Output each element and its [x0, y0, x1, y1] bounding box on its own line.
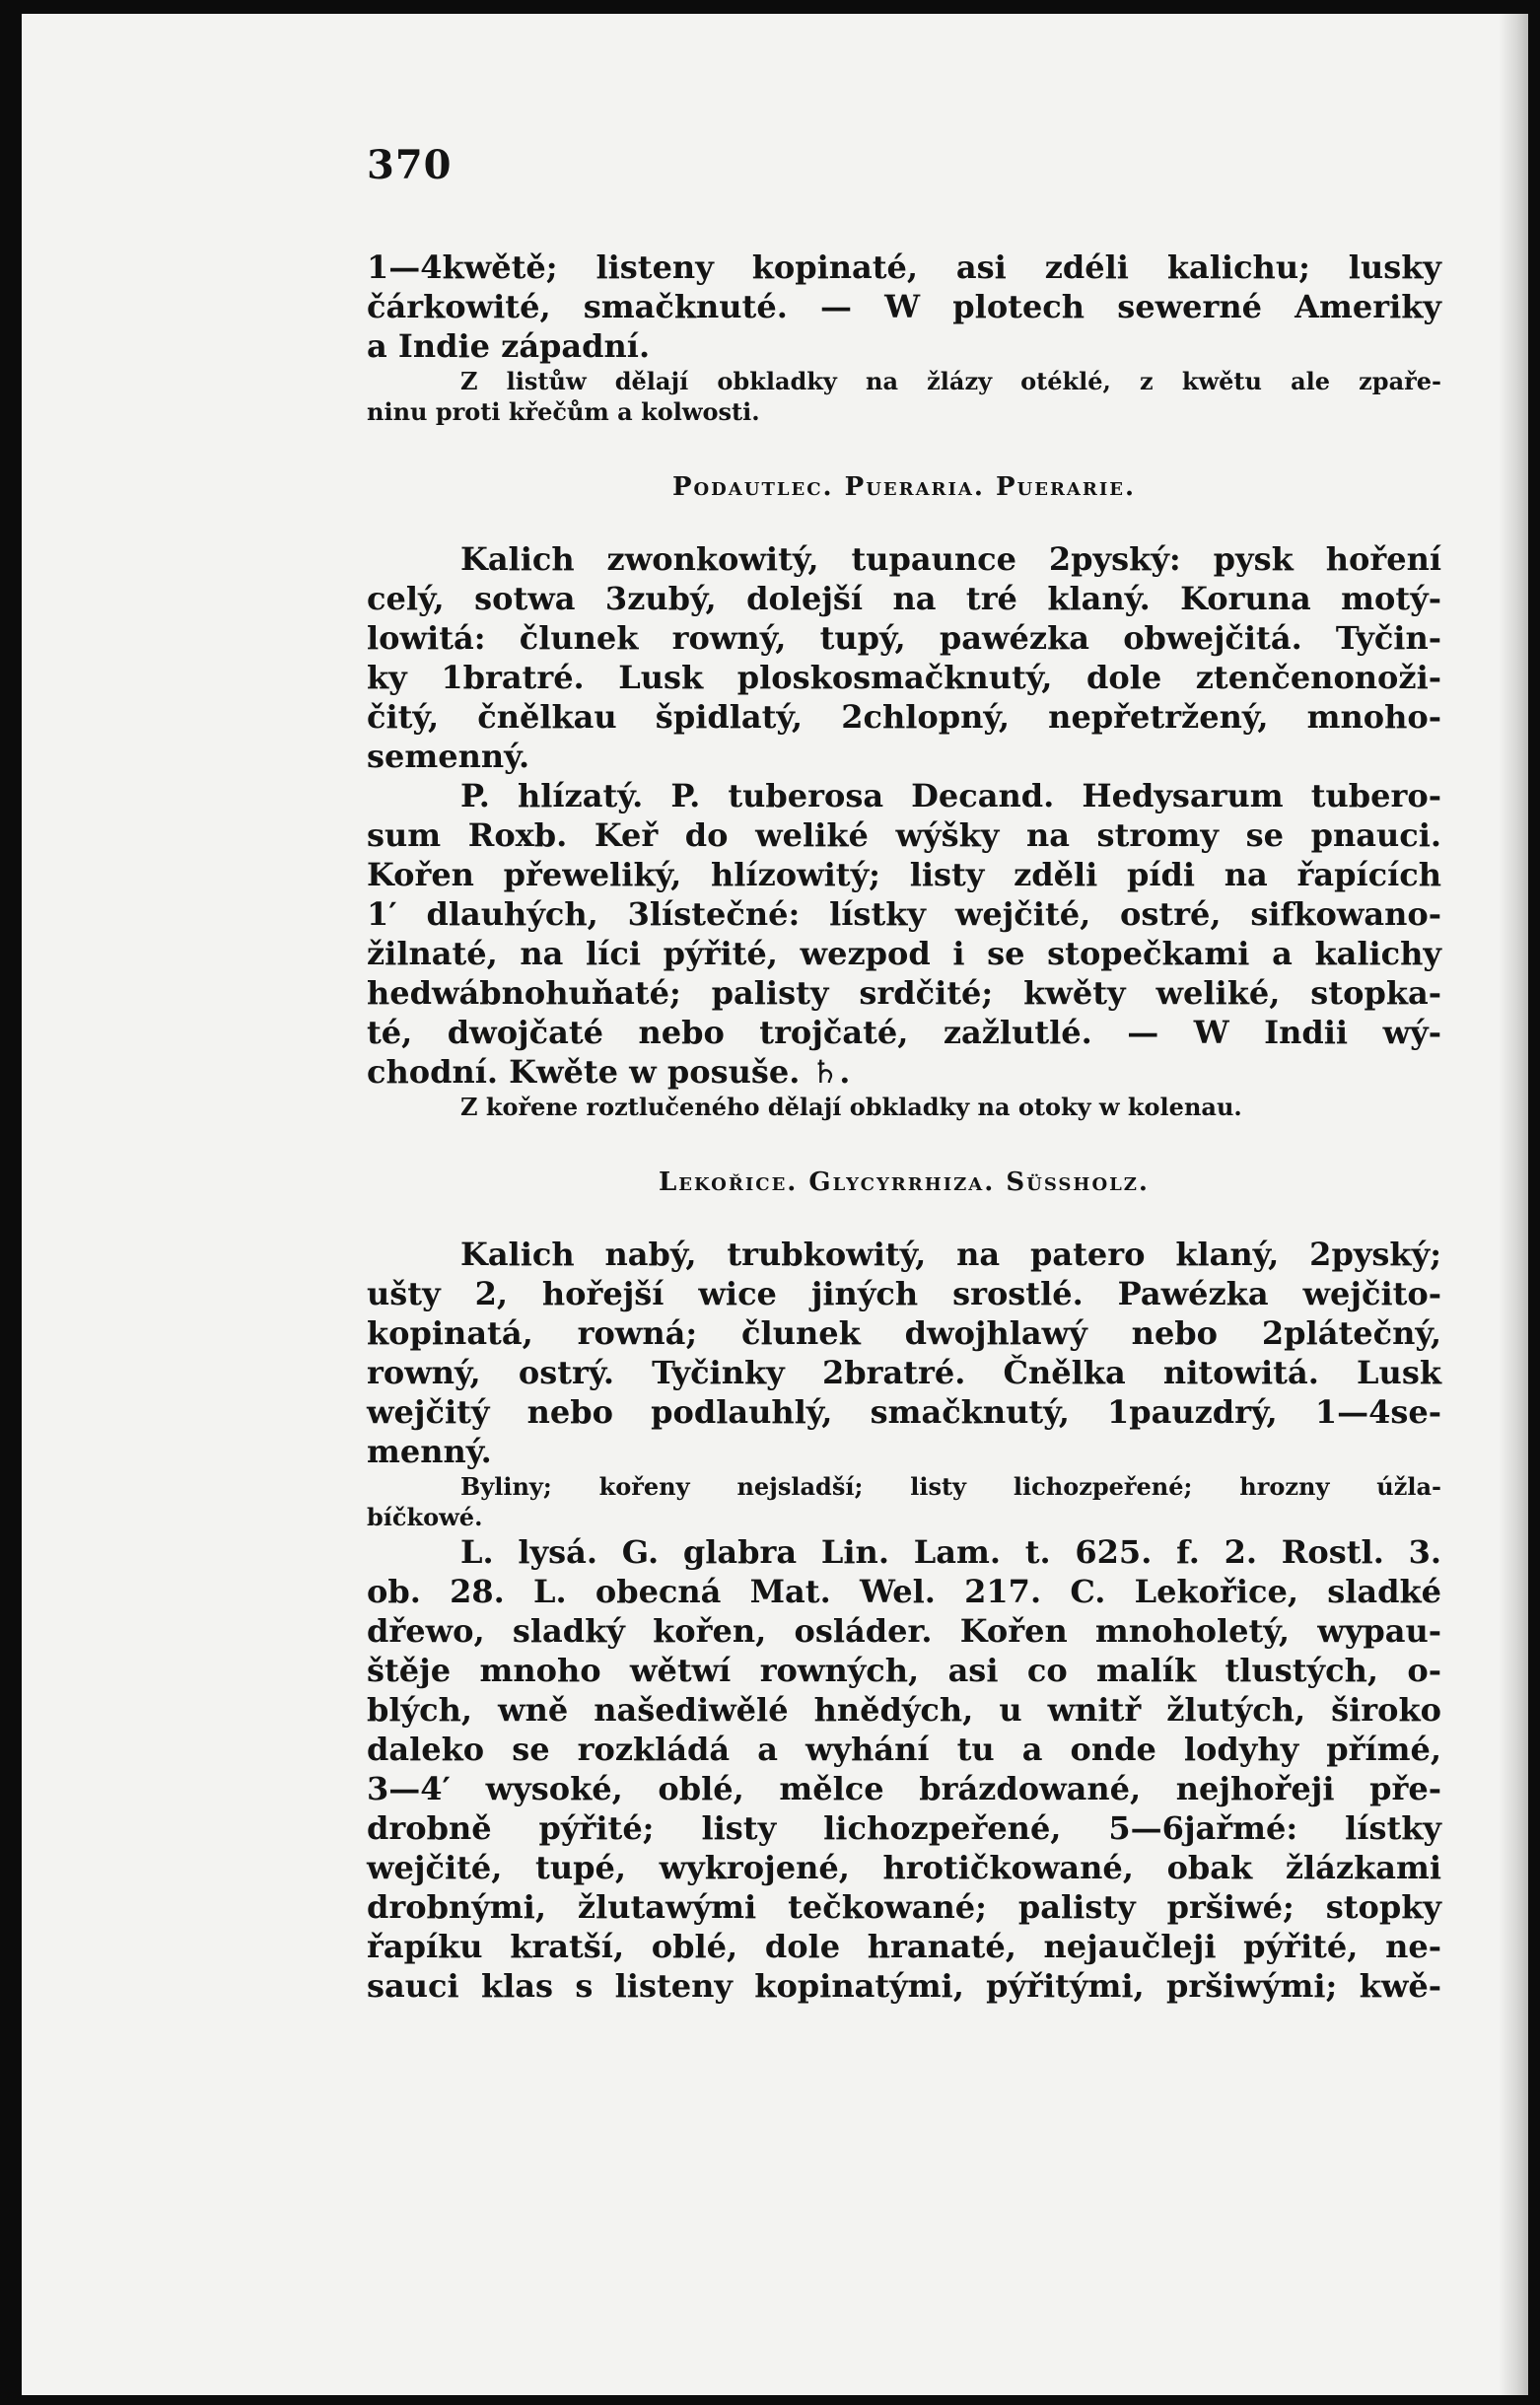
page-number: 370	[367, 142, 453, 188]
text-line: lowitá: člunek rowný, tupý, pawézka obwejčitá. Tyčin-	[367, 619, 1441, 657]
text-line: kopinatá, rowná; člunek dwojhlawý nebo 2plátečný,	[367, 1314, 1441, 1352]
text-line: daleko se rozkládá a wyhání tu a onde lodyhy přímé,	[367, 1731, 1441, 1768]
text-line: Kalich zwonkowitý, tupaunce 2pyský: pysk hoření	[460, 540, 1441, 578]
text-line: a Indie západní.	[367, 327, 651, 365]
text-line: Z kořene roztlučeného dělají obkladky na otoky w kolenau.	[460, 1093, 1242, 1121]
text-line: dřewo, sladký kořen, osláder. Kořen mnoholetý, wypau-	[367, 1612, 1441, 1650]
text-line: Kořen přeweliký, hlízowitý; listy zděli pídi na řapících	[367, 856, 1441, 893]
text-line: rowný, ostrý. Tyčinky 2bratré. Čnělka nitowitá. Lusk	[367, 1354, 1441, 1391]
text-line: ninu proti křečům a kolwosti.	[367, 397, 760, 426]
text-line: ob. 28. L. obecná Mat. Wel. 217. C. Lekořice, sladké	[367, 1573, 1441, 1610]
text-line: čárkowité, smačknuté. — W plotech sewerné Ameriky	[367, 288, 1441, 325]
text-line: ky 1bratré. Lusk ploskosmačknutý, dole ztenčenonoži-	[367, 659, 1441, 696]
text-line: blých, wně našediwělé hnědých, u wnitř žlutých, široko	[367, 1691, 1441, 1729]
text-line: wejčité, tupé, wykrojené, hrotičkowané, obak žlázkami	[367, 1849, 1441, 1886]
text-line: bíčkowé.	[367, 1503, 483, 1531]
text-line: wejčitý nebo podlauhlý, smačknutý, 1pauzdrý, 1—4se-	[367, 1393, 1441, 1431]
section-heading: Lekořice. Glycyrrhiza. Süssholz.	[659, 1167, 1150, 1197]
text-line: hedwábnohuňaté; palisty srdčité; kwěty weliké, stopka-	[367, 974, 1441, 1012]
section-heading: Podautlec. Pueraria. Puerarie.	[671, 472, 1137, 502]
text-line: Byliny; kořeny nejsladší; listy lichozpeřené; hrozny úžla-	[460, 1472, 1441, 1501]
text-line: té, dwojčaté nebo trojčaté, zažlutlé. — W Indii wý-	[367, 1014, 1441, 1051]
text-line: drobně pýřité; listy lichozpeřené, 5—6jařmé: lístky	[367, 1809, 1441, 1847]
text-line: čitý, čnělkau špidlatý, 2chlopný, nepřetržený, mnoho-	[367, 698, 1441, 736]
text-line: 3—4′ wysoké, oblé, mělce brázdowané, nejhořeji pře-	[367, 1770, 1441, 1807]
text-line: P. hlízatý. P. tuberosa Decand. Hedysarum tubero-	[460, 777, 1441, 814]
text-line: sauci klas s listeny kopinatými, pýřitými, pršiwými; kwě-	[367, 1967, 1441, 2005]
page-text	[367, 142, 1441, 2006]
text-line: ušty 2, hořejší wice jiných srostlé. Pawézka wejčito-	[367, 1275, 1441, 1312]
text-line: sum Roxb. Keř do weliké wýšky na stromy se pnauci.	[367, 816, 1441, 854]
text-lines	[367, 248, 1441, 2006]
text-line: semenný.	[367, 738, 530, 775]
page-edge-shadow	[1499, 14, 1528, 2395]
text-line: 1—4kwětě; listeny kopinaté, asi zdéli kalichu; lusky	[367, 248, 1441, 286]
text-line: menný.	[367, 1433, 492, 1470]
text-line: celý, sotwa 3zubý, dolejší na tré klaný. Koruna motý-	[367, 580, 1441, 617]
text-line: 1′ dlauhých, 3lístečné: lístky wejčité, ostré, sifkowano-	[367, 895, 1441, 933]
text-line: štěje mnoho wětwí rowných, asi co malík tlustých, o-	[367, 1652, 1441, 1689]
text-line: drobnými, žlutawými tečkowané; palisty pršiwé; stopky	[367, 1888, 1441, 1926]
text-line: řapíku kratší, oblé, dole hranaté, nejaučleji pýřité, ne-	[367, 1928, 1441, 1965]
text-line: Kalich nabý, trubkowitý, na patero klaný, 2pyský;	[460, 1236, 1441, 1273]
text-line: žilnaté, na líci pýřité, wezpod i se stopečkami a kalichy	[367, 935, 1441, 972]
book-page	[22, 14, 1528, 2395]
text-line: Z listůw dělají obkladky na žlázy otéklé, z kwětu ale zpaře-	[460, 367, 1441, 395]
text-line: chodní. Kwěte w posuše. ♄.	[367, 1053, 851, 1091]
text-line: L. lysá. G. glabra Lin. Lam. t. 625. f. 2. Rostl. 3.	[460, 1533, 1441, 1571]
